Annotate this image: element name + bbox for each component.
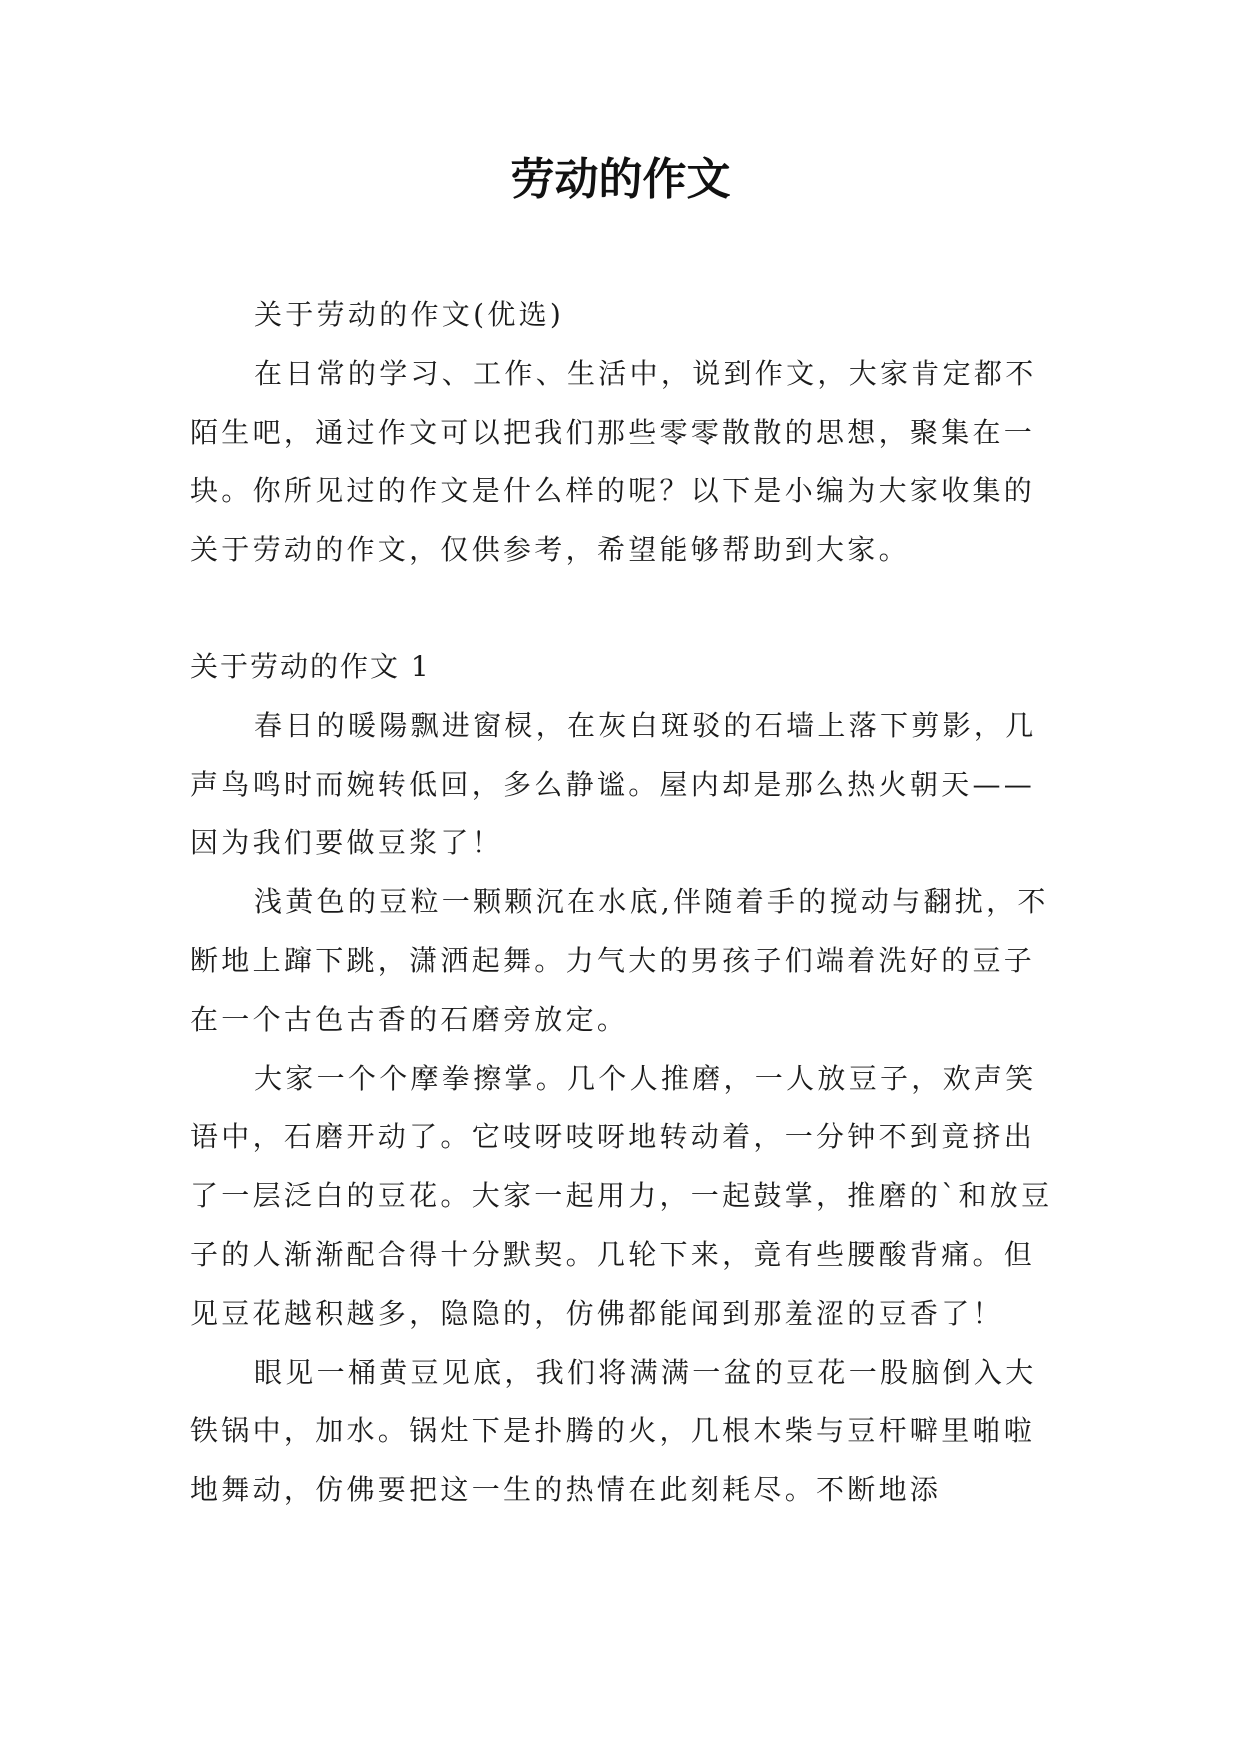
section-heading: 关于劳动的作文 1 (190, 649, 431, 683)
body-paragraph-3: 大家一个个摩拳擦掌。几个人推磨，一人放豆子，欢声笑语中，石磨开动了。它吱呀吱呀地转动着，一分钟不到竟挤出了一层泛白的豆花。大家一起用力，一起鼓掌，推磨的`和放豆子的人渐渐配合得十分默契。几轮下来，竟有些腰酸背痛。但见豆花越积越多，隐隐的，仿佛都能闻到那羞涩的豆香了！ (190, 1061, 1053, 1330)
body-paragraph-1: 春日的暖陽飘进窗棂，在灰白斑驳的石墙上落下剪影，几声鸟鸣时而婉转低回，多么静谧。屋内却是那么热火朝天——因为我们要做豆浆了！ (190, 708, 1037, 860)
section-spacer (190, 580, 1058, 638)
document-title: 劳动的作文 (510, 154, 731, 205)
body-paragraph-2: 浅黄色的豆粒一颗颗沉在水底,伴随着手的搅动与翻扰，不断地上蹿下跳，潇洒起舞。力气大的男孩子们端着洗好的豆子在一个古色古香的石磨旁放定。 (190, 885, 1049, 1036)
body-paragraph-4: 眼见一桶黄豆见底，我们将满满一盆的豆花一股脑倒入大铁锅中，加水。锅灶下是扑腾的火，几根木柴与豆杆噼里啪啦地舞动，仿佛要把这一生的热情在此刻耗尽。不断地添 (190, 1355, 1037, 1507)
document-body (190, 286, 1058, 1520)
intro-paragraph: 在日常的学习、工作、生活中，说到作文，大家肯定都不陌生吧，通过作文可以把我们那些零零散散的思想，聚集在一块。你所见过的作文是什么样的呢？以下是小编为大家收集的关于劳动的作文，仅供参考，希望能够帮助到大家。 (190, 356, 1037, 567)
document-subtitle: 关于劳动的作文(优选) (254, 298, 565, 331)
